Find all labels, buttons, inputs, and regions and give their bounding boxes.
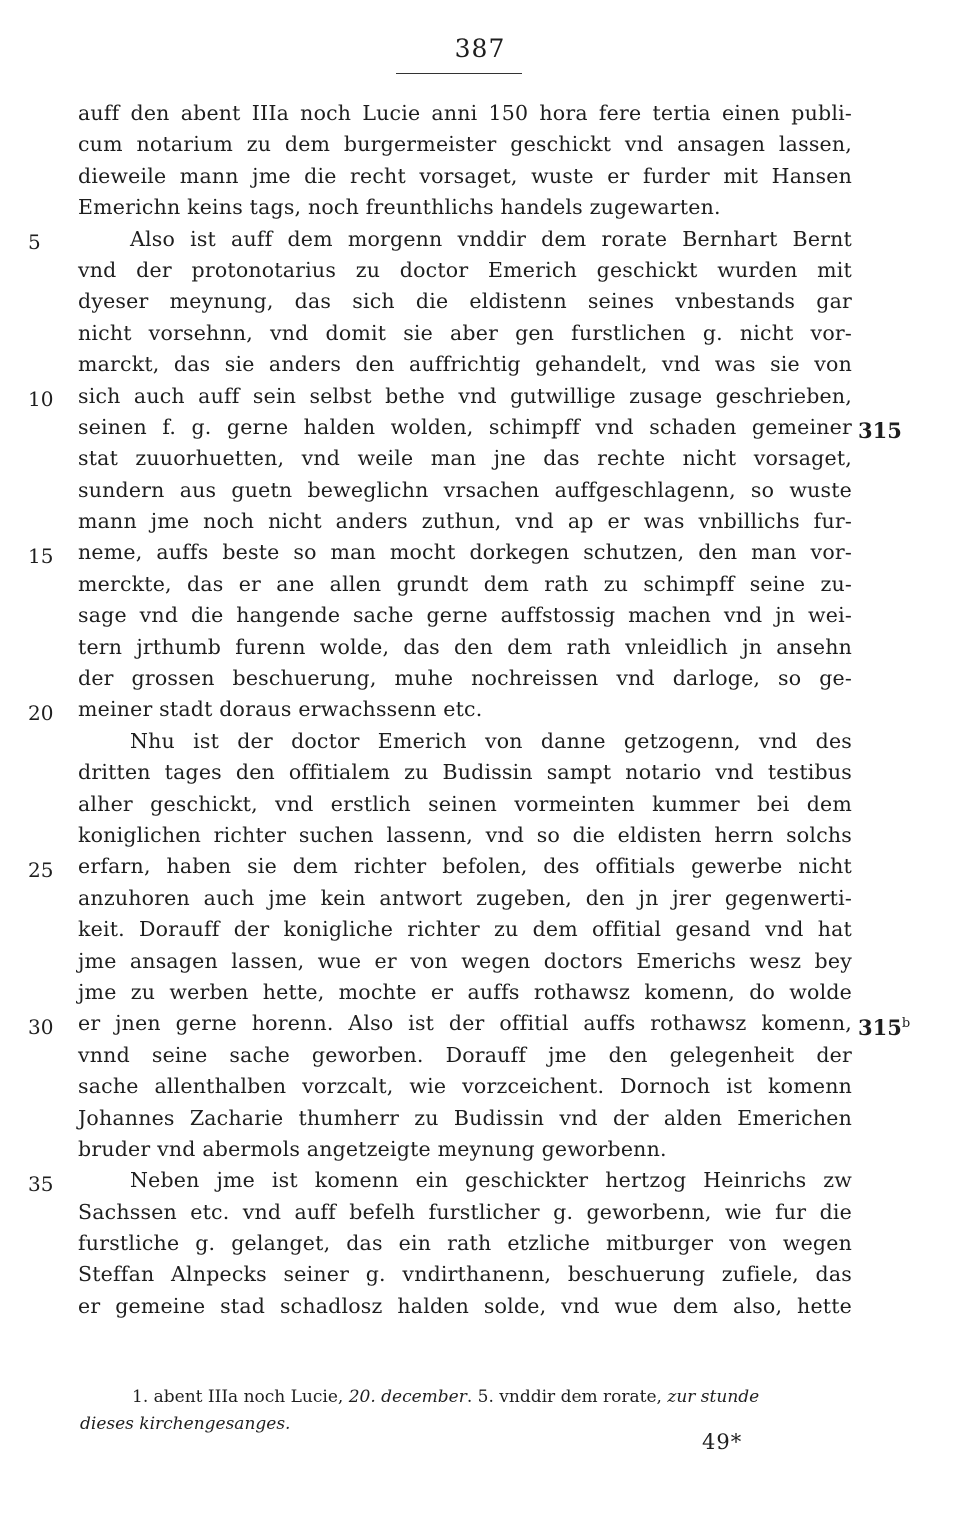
text-line: vnd der protonotarius zu doctor Emerich geschickt wurden mit (78, 257, 852, 282)
line-number-35: 35 (28, 1172, 54, 1196)
text-line: meiner stadt doraus erwachssenn etc. (78, 697, 483, 722)
page-number: 387 (454, 34, 506, 63)
text-line: sache allenthalben vorzcalt, wie vorzceichent. Dornoch ist komenn (78, 1074, 852, 1099)
footnote-italic: zur stunde (667, 1387, 760, 1407)
text-line: Johannes Zacharie thumherr zu Budissin vnd der alden Emerichen (78, 1105, 852, 1130)
margin-ref-315b: 315$^b$ (858, 1015, 911, 1040)
body-text (78, 98, 852, 1322)
footnote-continuation: dieses kirchengesanges. (80, 1414, 291, 1434)
text-line: keit. Dorauff der konigliche richter zu dem offitial gesand vnd hat (78, 917, 852, 942)
text-line: Steffan Alnpecks seiner g. vndirthanenn, beschuerung zufiele, das (78, 1262, 852, 1287)
text-line: auff den abent IIIa noch Lucie anni 150 hora fere tertia einen publi- (78, 101, 852, 125)
text-line: jme ansagen lassen, wue er von wegen doctors Emerichs wesz bey (78, 948, 852, 973)
text-line: Nhu ist der doctor Emerich von danne getzogenn, vnd des (130, 728, 852, 753)
footnote (80, 1384, 852, 1434)
text-line: Sachssen etc. vnd auff befelh furstlicher g. geworbenn, wie fur die (78, 1199, 852, 1224)
line-number-15: 15 (28, 544, 54, 568)
text-line: jme zu werben hette, mochte er auffs rothawsz komenn, do wolde (78, 979, 852, 1004)
line-number-5: 5 (28, 230, 41, 254)
text-line: Emerichn keins tags, noch freunthlichs handels zugewarten. (78, 195, 721, 220)
text-line: bruder vnd abermols angetzeigte meynung geworbenn. (78, 1136, 667, 1161)
text-line: dritten tages den offitialem zu Budissin sampt notario vnd testibus (78, 760, 852, 785)
margin-ref-315: 315 (858, 418, 902, 443)
line-number-10: 10 (28, 387, 54, 411)
text-line: alher geschickt, vnd erstlich seinen vormeinten kummer bei dem (78, 791, 852, 816)
text-line: Also ist auff dem morgenn vnddir dem rorate Bernhart Bernt (130, 226, 852, 251)
text-line: furstliche g. gelanget, das ein rath etzliche mitburger von wegen (78, 1231, 852, 1256)
text-line: koniglichen richter suchen lassenn, vnd so die eldisten herrn solchs (78, 822, 852, 847)
text-line: tern jrthumb furenn wolde, das den dem rath vnleidlich jn ansehn (78, 634, 852, 659)
text-line: vnnd seine sache geworben. Dorauff jme den gelegenheit der (78, 1042, 852, 1067)
text-line: marckt, das sie anders den auffrichtig gehandelt, vnd was sie von (78, 352, 852, 377)
signature-mark: 49* (702, 1430, 743, 1454)
footnote-italic: 20. december (348, 1387, 467, 1407)
text-line: neme, auffs beste so man mocht dorkegen schutzen, den man vor- (78, 540, 852, 565)
text-line: sich auch auff sein selbst bethe vnd gutwillige zusage geschrieben, (78, 383, 852, 408)
text-line: dyeser meynung, das sich die eldistenn seines vnbestands gar (78, 289, 852, 314)
header-rule (396, 73, 522, 74)
text-line: Neben jme ist komenn ein geschickter hertzog Heinrichs zw (130, 1168, 852, 1193)
line-number-30: 30 (28, 1015, 54, 1039)
text-line: er gemeine stad schadlosz halden solde, vnd wue dem also, hette (78, 1293, 852, 1318)
text-line: anzuhoren auch jme kein antwort zugeben, den jn jrer gegenwerti- (78, 885, 852, 910)
text-line: dieweile mann jme die recht vorsaget, wuste er furder mit Hansen (78, 163, 852, 188)
text-line: sundern aus guetn beweglichn vrsachen auffgeschlagenn, so wuste (78, 477, 852, 502)
footnote-text: 1. abent IIIa noch Lucie, (132, 1387, 349, 1407)
text-line: merckte, das er ane allen grundt dem rath zu schimpff seine zu- (78, 571, 852, 596)
text-line: sage vnd die hangende sache gerne auffstossig machen vnd jn wei- (78, 603, 852, 628)
line-number-25: 25 (28, 858, 54, 882)
text-line: mann jme noch nicht anders zuthun, vnd ap er was vnbillichs fur- (78, 509, 852, 534)
text-line: er jnen gerne horenn. Also ist der offitial auffs rothawsz komenn, (78, 1011, 852, 1036)
text-line: seinen f. g. gerne halden wolden, schimpff vnd schaden gemeiner (78, 414, 852, 439)
text-line: erfarn, haben sie dem richter befolen, des offitials gewerbe nicht (78, 854, 852, 879)
line-number-20: 20 (28, 701, 54, 725)
text-line: cum notarium zu dem burgermeister geschickt vnd ansagen lassen, (78, 132, 852, 157)
text-line: stat zuuorhuetten, vnd weile man jne das rechte nicht vorsaget, (78, 446, 852, 471)
text-line: nicht vorsehnn, vnd domit sie aber gen furstlichen g. nicht vor- (78, 320, 852, 345)
footnote-text: . 5. vnddir dem rorate, (466, 1387, 668, 1407)
text-line: der grossen beschuerung, muhe nochreissen vnd darloge, so ge- (78, 666, 852, 691)
